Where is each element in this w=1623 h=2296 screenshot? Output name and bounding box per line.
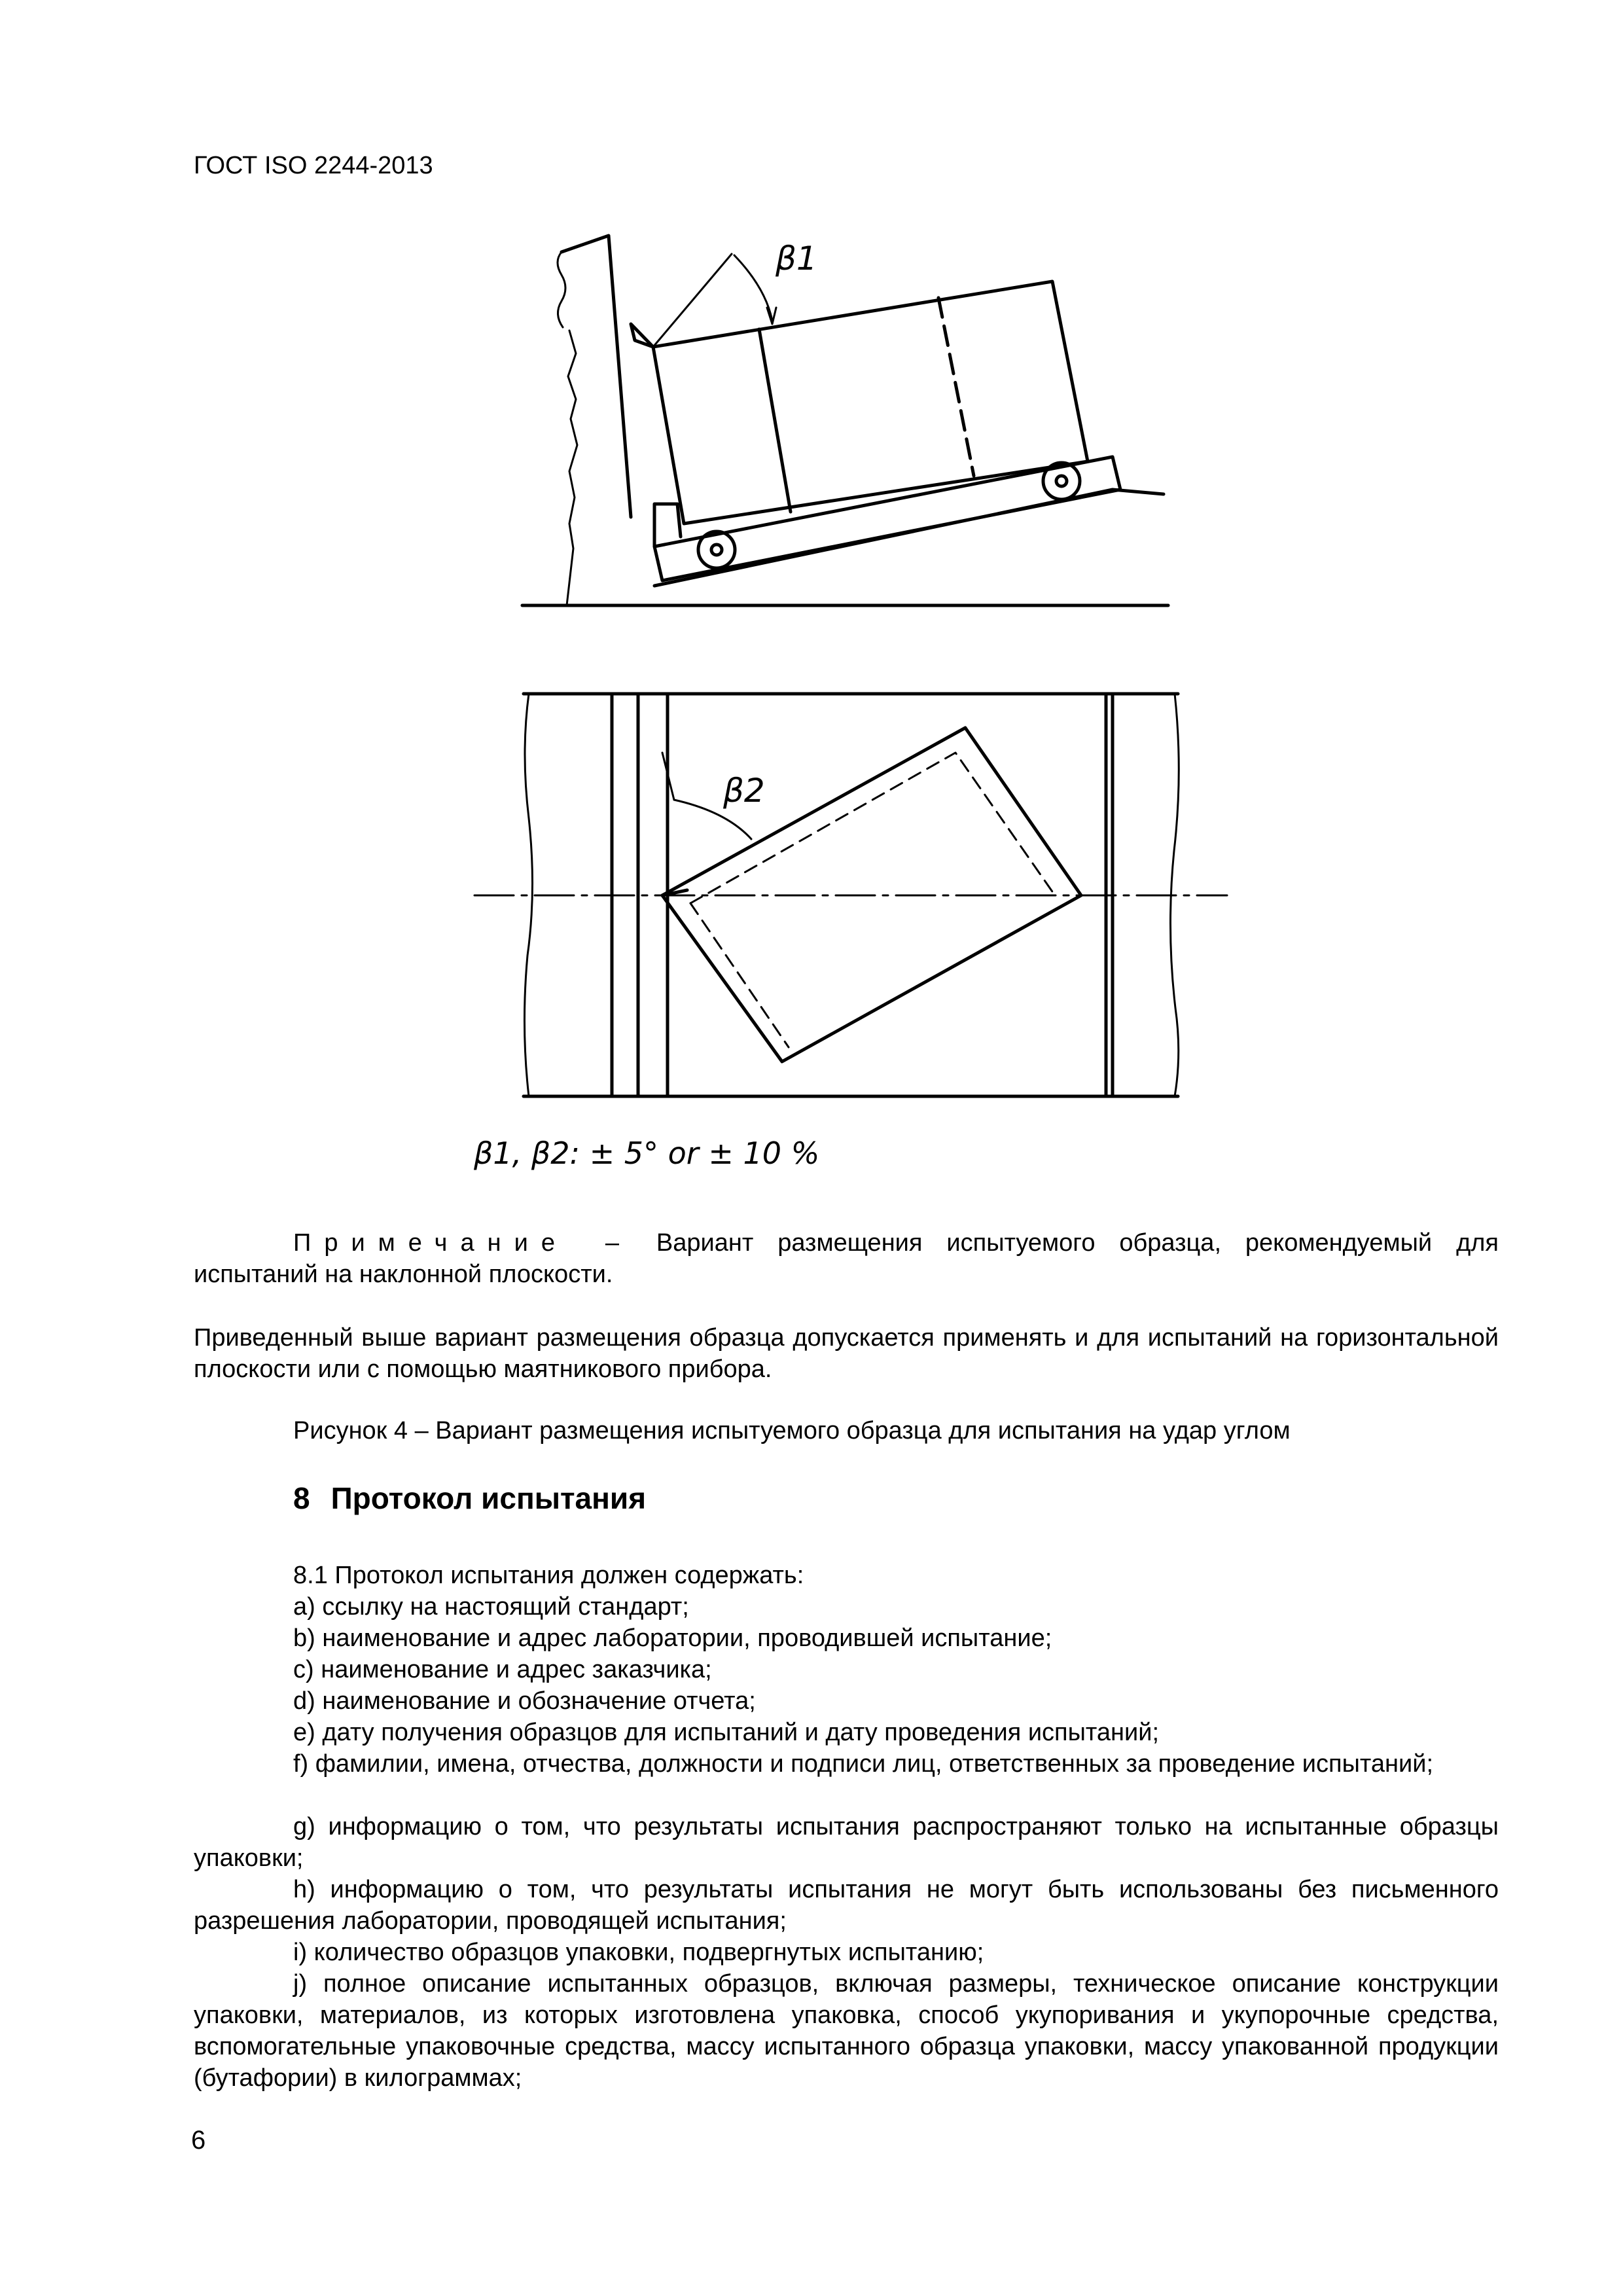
figure-4-drawing [458, 223, 1243, 1126]
figure-note [194, 1227, 1499, 1290]
list-item: d) наименование и обозначение отчета; [293, 1687, 756, 1715]
list-item: g) информацию о том, что результаты испытания распространяют только на испытанные образцы упаковки; [194, 1813, 1499, 1872]
clause-8-1: 8.1 Протокол испытания должен содержать: [293, 1562, 804, 1589]
list-item: j) полное описание испытанных образцов, включая размеры, техническое описание конструкции упаковки, материалов, из которых изготовлена упаковка, способ укупоривания и укупорочные средства, вспомогательные упаковочные средства, массу испытанного образца упаковки, массу упакованной продукции (бутафории) в килограммах; [194, 1970, 1499, 2092]
horizontal-test-view [474, 694, 1227, 1096]
list-item: i) количество образцов упаковки, подвергнутых испытанию; [293, 1939, 984, 1966]
list-item: h) информацию о том, что результаты испытания не могут быть использованы без письменного разрешения лаборатории, проводящей испытания; [194, 1876, 1499, 1935]
list-item: f) фамилии, имена, отчества, должности и подписи лиц, ответственных за проведение испытаний; [293, 1750, 1434, 1778]
note-paragraph-2: Приведенный выше вариант размещения образца допускается применять и для испытаний на горизонтальной плоскости или с помощью маятникового прибора. [194, 1324, 1499, 1383]
list-item: b) наименование и адрес лаборатории, проводившей испытание; [293, 1624, 1052, 1652]
inclined-test-view [522, 236, 1168, 605]
section-heading [293, 1480, 646, 1516]
beta2-label: β2 [723, 772, 765, 810]
section-title: Протокол испытания [330, 1481, 647, 1515]
figure-tolerance: β1, β2: ± 5° or ± 10 % [474, 1136, 820, 1171]
list-item: e) дату получения образцов для испытаний и дату проведения испытаний; [293, 1719, 1160, 1746]
list-item: a) ссылку на настоящий стандарт; [293, 1593, 689, 1621]
section-number: 8 [293, 1481, 310, 1515]
note-label: Примечание – [293, 1229, 632, 1257]
note-text: Вариант размещения испытуемого образца, рекомендуемый для испытаний на наклонной плоскости. [194, 1229, 1499, 1288]
figure-caption: Рисунок 4 – Вариант размещения испытуемого образца для испытания на удар углом [293, 1417, 1291, 1444]
list-item: c) наименование и адрес заказчика; [293, 1656, 712, 1683]
page-number: 6 [191, 2126, 206, 2155]
beta1-label: β1 [776, 240, 817, 278]
document-header: ГОСТ ISO 2244-2013 [194, 152, 433, 179]
